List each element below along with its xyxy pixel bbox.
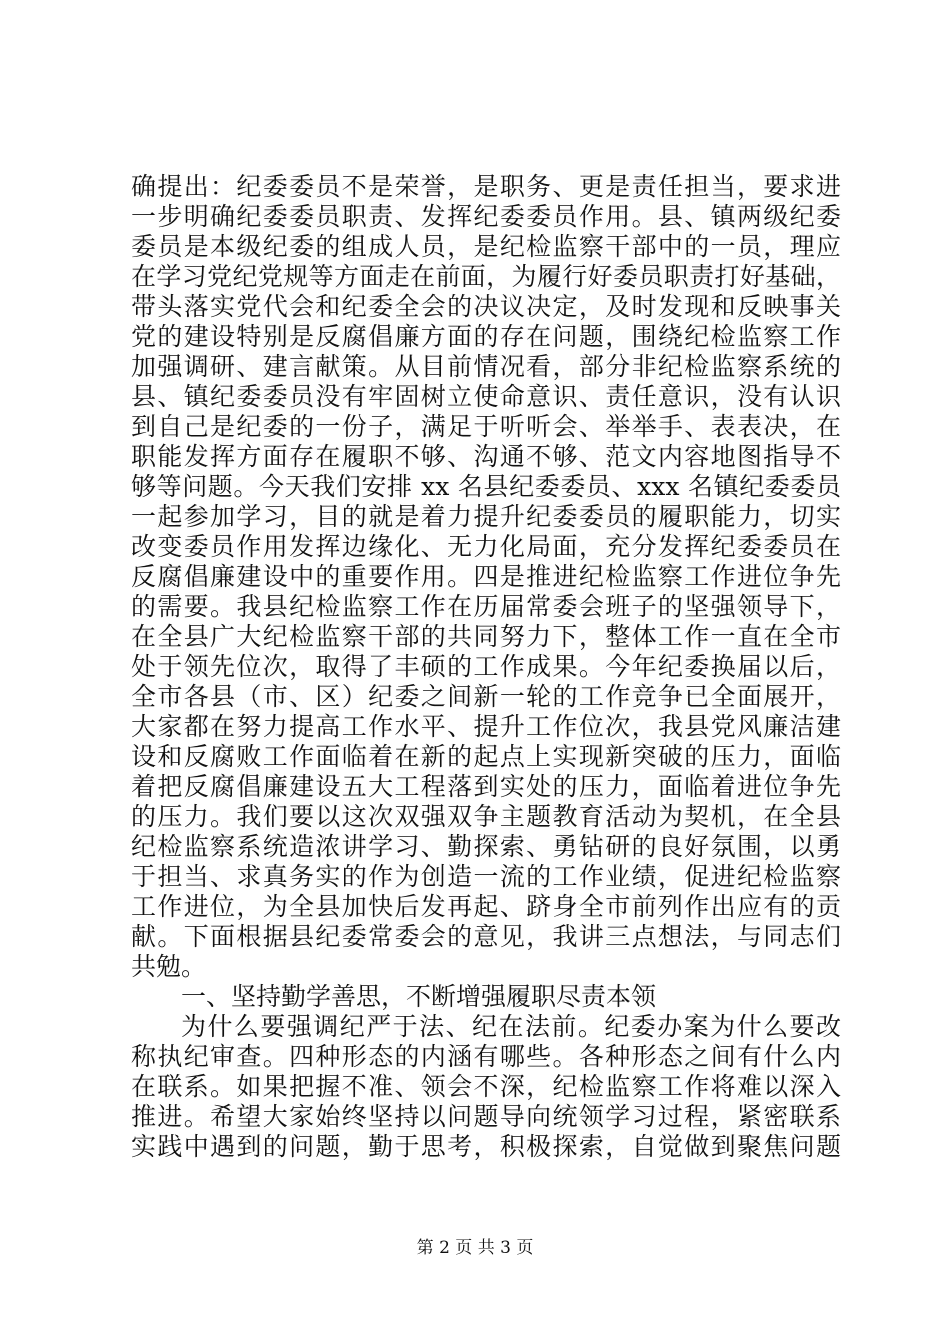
text-line: 实践中遇到的问题，勤于思考，积极探索，自觉做到聚焦问题 — [131, 1132, 841, 1161]
text-line: 一步明确纪委委员职责、发挥纪委委员作用。县、镇两级纪委 — [131, 202, 841, 231]
text-line: 推进。希望大家始终坚持以问题导向统领学习过程，紧密联系 — [131, 1102, 841, 1131]
text-line: 委员是本级纪委的组成人员，是纪检监察干部中的一员，理应 — [131, 232, 841, 261]
text-line: 改变委员作用发挥边缘化、无力化局面，充分发挥纪委委员在 — [131, 532, 841, 561]
text-line: 大家都在努力提高工作水平、提升工作位次，我县党风廉洁建 — [131, 712, 841, 741]
text-line: 共勉。 — [131, 952, 207, 981]
text-line: 反腐倡廉建设中的重要作用。四是推进纪检监察工作进位争先 — [131, 562, 841, 591]
text-line: 加强调研、建言献策。从目前情况看，部分非纪检监察系统的 — [131, 352, 841, 381]
text-line: 确提出：纪委委员不是荣誉，是职务、更是责任担当，要求进 — [131, 172, 841, 201]
text-line: 献。下面根据县纪委常委会的意见，我讲三点想法，与同志们 — [131, 922, 841, 951]
text-line: 为什么要强调纪严于法、纪在法前。纪委办案为什么要改 — [181, 1012, 841, 1041]
text-line: 设和反腐败工作面临着在新的起点上实现新突破的压力，面临 — [131, 742, 841, 771]
text-line: 处于领先位次，取得了丰硕的工作成果。今年纪委换届以后， — [131, 652, 841, 681]
text-line: 够等问题。今天我们安排 xx 名县纪委委员、xxx 名镇纪委委员 — [131, 472, 841, 501]
text-line: 着把反腐倡廉建设五大工程落到实处的压力，面临着进位争先 — [131, 772, 841, 801]
text-line: 称执纪审查。四种形态的内涵有哪些。各种形态之间有什么内 — [131, 1042, 841, 1071]
text-line: 在全县广大纪检监察干部的共同努力下，整体工作一直在全市 — [131, 622, 841, 651]
text-line: 一起参加学习，目的就是着力提升纪委委员的履职能力，切实 — [131, 502, 841, 531]
text-line: 带头落实党代会和纪委全会的决议决定，及时发现和反映事关 — [131, 292, 841, 321]
text-line: 的需要。我县纪检监察工作在历届常委会班子的坚强领导下， — [131, 592, 841, 621]
text-line: 职能发挥方面存在履职不够、沟通不够、范文内容地图指导不 — [131, 442, 841, 471]
section-heading: 一、坚持勤学善思，不断增强履职尽责本领 — [181, 982, 657, 1011]
text-line: 党的建设特别是反腐倡廉方面的存在问题，围绕纪检监察工作 — [131, 322, 841, 351]
text-line: 于担当、求真务实的作为创造一流的工作业绩，促进纪检监察 — [131, 862, 841, 891]
text-line: 在联系。如果把握不准、领会不深，纪检监察工作将难以深入 — [131, 1072, 841, 1101]
text-line: 的压力。我们要以这次双强双争主题教育活动为契机，在全县 — [131, 802, 841, 831]
text-line: 到自己是纪委的一份子，满足于听听会、举举手、表表决，在 — [131, 412, 841, 441]
text-line: 纪检监察系统造浓讲学习、勤探索、勇钻研的良好氛围，以勇 — [131, 832, 841, 861]
text-line: 县、镇纪委委员没有牢固树立使命意识、责任意识，没有认识 — [131, 382, 841, 411]
body-text — [131, 172, 841, 1162]
text-line: 在学习党纪党规等方面走在前面，为履行好委员职责打好基础， — [131, 262, 841, 291]
page-number-footer: 第 2 页 共 3 页 — [416, 1238, 534, 1258]
text-line: 工作进位，为全县加快后发再起、跻身全市前列作出应有的贡 — [131, 892, 841, 921]
text-line: 全市各县（市、区）纪委之间新一轮的工作竞争已全面展开， — [131, 682, 841, 711]
